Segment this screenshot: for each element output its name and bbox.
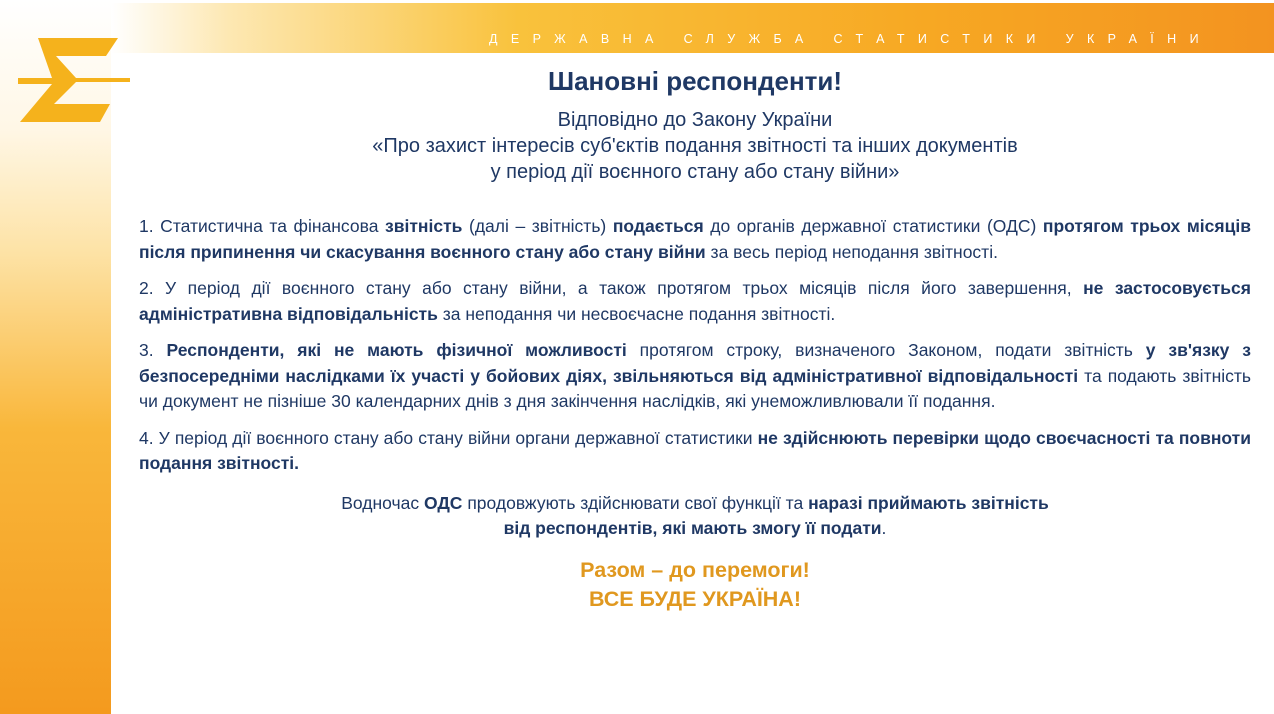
item-3-text-a: 3.	[139, 340, 167, 360]
item-1-text-d: за весь період неподання звітності.	[705, 241, 998, 262]
note-bold-c: від респондентів, які мають змогу її подати	[503, 518, 882, 538]
item-3-bold-a: Респонденти, які не мають фізичної можливості	[166, 340, 627, 360]
note-line-1	[139, 491, 1251, 517]
law-reference	[139, 107, 1251, 185]
item-1-bold-c: протягом трьох місяців після припинення чи скасування воєнного стану або стану війни	[139, 216, 1251, 262]
note	[139, 491, 1251, 542]
item-4-text-a: 4. У період дії воєнного стану або стану війни органи державної статистики	[139, 427, 758, 448]
law-line-1: Відповідно до Закону України	[557, 109, 833, 131]
list-item-2	[139, 276, 1251, 327]
list-item-4	[139, 426, 1251, 477]
note-bold-a: ОДС	[423, 492, 463, 513]
note-line-2	[139, 516, 1251, 542]
agency-name: ДЕРЖАВНА СЛУЖБА СТАТИСТИКИ УКРАЇНИ	[488, 32, 1212, 46]
item-1-bold-b: подається	[612, 216, 704, 236]
item-2-text-b: за неподання чи несвоєчасне подання звітності.	[437, 303, 836, 324]
slogan-line-1: Разом – до перемоги!	[580, 557, 810, 582]
note-bold-b: наразі приймають звітність	[808, 492, 1049, 513]
note-text-a: Водночас	[341, 492, 424, 513]
note-text-b: продовжують здійснювати свої функції та	[462, 492, 809, 513]
law-line-3: у період дії воєнного стану або стану війни»	[490, 161, 900, 183]
list-item-3	[139, 338, 1251, 415]
item-1-bold-a: звітність	[385, 216, 463, 236]
item-3-text-b: протягом строку, визначеного Законом, подати звітність	[626, 340, 1146, 360]
item-3-bold-b: у зв'язку з безпосередніми наслідками їх участі у бойових діях, звільняються від адміністративної відповідальності	[139, 340, 1251, 386]
item-1-text-b: (далі – звітність)	[462, 216, 613, 236]
item-1-text-a: 1. Статистична та фінансова	[139, 216, 386, 236]
item-2-bold-a: не застосовується адміністративна відповідальність	[139, 278, 1252, 324]
items-list	[139, 214, 1251, 477]
item-2-text-a: 2. У період дії воєнного стану або стану війни, а також протягом трьох місяців після його завершення,	[139, 278, 1084, 298]
note-text-c: .	[881, 518, 887, 538]
slogan-line-2: ВСЕ БУДЕ УКРАЇНА!	[589, 586, 801, 611]
header-band	[111, 3, 1274, 53]
list-item-1	[139, 214, 1251, 265]
slogan	[139, 556, 1251, 614]
page-title: Шановні респонденти!	[547, 66, 843, 96]
item-3-text-c: та подають звітність чи документ не пізніше 30 календарних днів з дня закінчення наслідків, які унеможливлювали її подання.	[139, 365, 1252, 411]
ukrstat-logo-icon	[14, 34, 132, 126]
law-line-2: «Про захист інтересів суб'єктів подання звітності та інших документів	[372, 135, 1018, 157]
item-4-bold-a: не здійснюють перевірки щодо своєчасності та повноти подання звітності.	[139, 427, 1251, 473]
main-content	[139, 64, 1251, 614]
item-1-text-c: до органів державної статистики (ОДС)	[703, 216, 1043, 236]
